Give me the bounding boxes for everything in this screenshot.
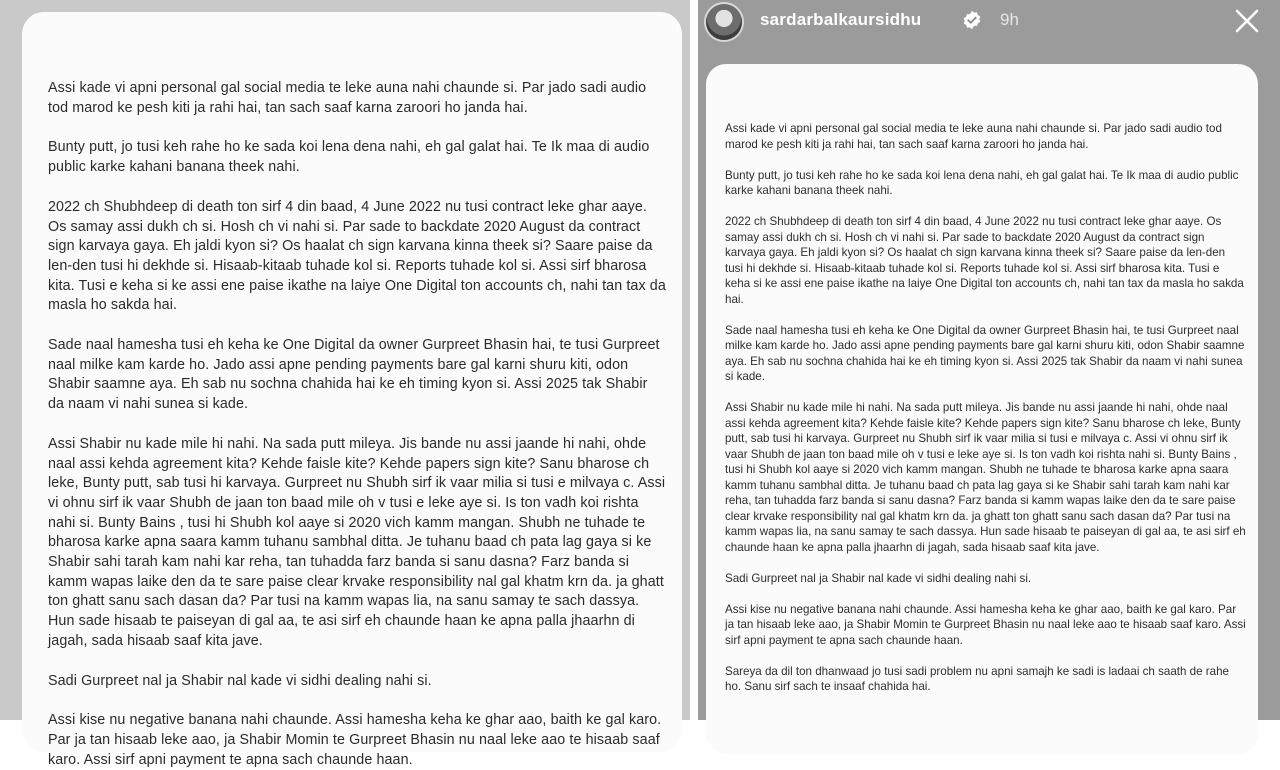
verified-badge-icon [962,10,982,30]
right-paragraph-6: Sadi Gurpreet nal ja Shabir nal kade vi sidhi dealing nahi si. [725,571,1032,585]
left-paragraph-5: Assi Shabir nu kade mile hi nahi. Na sada putt mileya. Jis bande nu assi jaande hi nahi, ohde naal assi kehda agreement kita? Kehde faisle kite? Kehde papers sign kite? Sanu bharose ch leke, Bunty putt, sab tusi hi karvaya. Gurpreet nu Shubh sirf ik vaar milia si tusi e milvaya c. Assi vi ohnu sirf ik vaar Shubh de jaan ton baad mile oh v tusi e leke aye si. Is ton vadh koi rishta nahi si. Bunty Bains , tusi hi Shubh kol aaye si 2020 vich kamm mangan. Shubh ne tuhade te bharosa karke apna saara kamm tuhanu sambhal ditta. Je tuhanu baad ch pata lag gaya si ke Shabir sahi tarah kam nahi kar reha, tan tuhadda farz banda si sanu dasna? Farz banda si kamm wapas laike den da te sare paise clear krvake responsibility nal gal khatm krn da. ja ghatt ton ghatt sanu sach dasan da? Par tusi na kamm wapas lia, na sanu samay te sach dassya. Hun sade hisaab te paiseyan di gal aa, te asi sirf eh chaunde haan ke apna palla jhaarhn di jagah, sada hisaab saaf kita jave. [48,435,666,649]
profile-avatar[interactable] [704,2,744,42]
right-statement-card [706,64,1258,754]
close-icon[interactable] [1232,6,1262,36]
instagram-story-panel [698,0,1280,720]
right-paragraph-4: Sade naal hamesha tusi eh keha ke One Digital da owner Gurpreet Bhasin hai, te tusi Gurpreet naal milke kam karde ho. Jado assi apne pending payments bare gal karni shuru kiti, odon Shabir saamne aya. Eh sab nu sochna chahida hai ke eh timing kyon si. Assi 2025 tak Shabir da naam vi nahi sunea si kade. [725,323,1245,383]
right-paragraph-8: Sareya da dil ton dhanwaad jo tusi sadi problem nu apni samajh ke sadi is ladaai ch saath de rahe ho. Sanu sirf sach te insaaf chahida hai. [725,664,1229,693]
left-paragraph-1: Assi kade vi apni personal gal social media te leke auna nahi chaunde si. Par jado sadi audio tod marod ke pesh kiti ja rahi hai, tan sach saaf karna zaroori ho janda hai. [48,80,647,116]
left-paragraph-4: Sade naal hamesha tusi eh keha ke One Digital da owner Gurpreet Bhasin hai, te tusi Gurpreet naal milke kam karde ho. Jado assi apne pending payments bare gal karni shuru kiti, odon Shabir saamne aya. Eh sab nu sochna chahida hai ke eh timing kyon si. Assi 2025 tak Shabir da naam vi nahi sunea si kade. [48,337,660,413]
left-paragraph-6: Sadi Gurpreet nal ja Shabir nal kade vi sidhi dealing nahi si. [48,672,432,689]
story-time-ago: 9h [1000,10,1019,29]
right-paragraph-3: 2022 ch Shubhdeep di death ton sirf 4 din baad, 4 June 2022 nu tusi contract leke ghar aaye. Os samay assi dukh ch si. Hosh ch vi nahi si. Par sade to backdate 2020 August da contract sign karvaya gaya. Eh jaldi kyon si? Os haalat ch sign karvana kinna theek si? Saare paise da len-den tusi hi dekhde si. Hisaab-kitaab tuhade kol si. Reports tuhade kol si. Assi sirf bharosa kita. Tusi e keha si ke assi ene paise ikathe na laiye One Digital ton accounts ch, nahi tan tax da masla ho sakda hai. [725,215,1244,306]
story-username[interactable]: sardarbalkaursidhu [760,10,922,29]
panel-divider [690,0,698,720]
left-paragraph-3: 2022 ch Shubhdeep di death ton sirf 4 din baad, 4 June 2022 nu tusi contract leke ghar aaye. Os samay assi dukh ch si. Hosh ch vi nahi si. Par sade to backdate 2020 August da contract sign karvaya gaya. Eh jaldi kyon si? Os haalat ch sign karvana kinna theek si? Saare paise da len-den tusi hi dekhde si. Hisaab-kitaab tuhade kol si. Reports tuhade kol si. Assi sirf bharosa kita. Tusi e keha si ke assi ene paise ikathe na laiye One Digital ton accounts ch, nahi tan tax da masla ho sakda hai. [48,198,666,314]
left-paragraph-7: Assi kise nu negative banana nahi chaunde. Assi hamesha keha ke ghar aao, baith ke gal karo. Par ja tan hisaab leke aao, ja Shabir Momin te Gurpreet Bhasin nu naal leke aao te hisaab saaf karo. Assi sirf apni payment te apna sach chaunde haan. [48,712,662,768]
left-paragraph-2: Bunty putt, jo tusi keh rahe ho ke sada koi lena dena nahi, eh gal galat hai. Te Ik maa di audio public karke kahani banana theek nahi. [48,139,650,176]
right-paragraph-2: Bunty putt, jo tusi keh rahe ho ke sada koi lena dena nahi, eh gal galat hai. Te Ik maa di audio public karke kahani banana theek nahi. [725,168,1239,197]
right-paragraph-5: Assi Shabir nu kade mile hi nahi. Na sada putt mileya. Jis bande nu assi jaande hi nahi, ohde naal assi kehda agreement kita? Kehde faisle kite? Kehde papers sign kite? Sanu bharose ch leke, Bunty putt, sab tusi hi karvaya. Gurpreet nu Shubh sirf ik vaar milia si tusi e milvaya c. Assi vi ohnu sirf ik vaar Shubh de jaan ton baad mile oh v tusi e leke aye si. Is ton vadh koi rishta nahi si. Bunty Bains , tusi hi Shubh kol aaye si 2020 vich kamm mangan. Shubh ne tuhade te bharosa karke apna saara kamm tuhanu sambhal ditta. Je tuhanu baad ch pata lag gaya si ke Shabir sahi tarah kam nahi kar reha, tan tuhadda farz banda si sanu dasna? Farz banda si kamm wapas laike den da te sare paise clear krvake responsibility nal gal khatm krn da. ja ghatt ton ghatt sanu sach dasan da? Par tusi na kamm wapas lia, na sanu samay te sach dassya. Hun sade hisaab te paiseyan di gal aa, te asi sirf eh chaunde haan ke apna palla jhaarhn di jagah, sada hisaab saaf kita jave. [725,401,1246,554]
story-header [698,0,1280,44]
right-paragraph-7: Assi kise nu negative banana nahi chaunde. Assi hamesha keha ke ghar aao, baith ke gal karo. Par ja tan hisaab leke aao, ja Shabir Momin te Gurpreet Bhasin nu naal leke aao te hisaab saaf karo. Assi sirf apni payment te apna sach chaunde haan. [725,602,1246,647]
left-statement-card [22,12,682,768]
right-paragraph-1: Assi kade vi apni personal gal social media te leke auna nahi chaunde si. Par jado sadi audio tod marod ke pesh kiti ja rahi hai, tan sach saaf karna zaroori ho janda hai. [725,122,1222,151]
